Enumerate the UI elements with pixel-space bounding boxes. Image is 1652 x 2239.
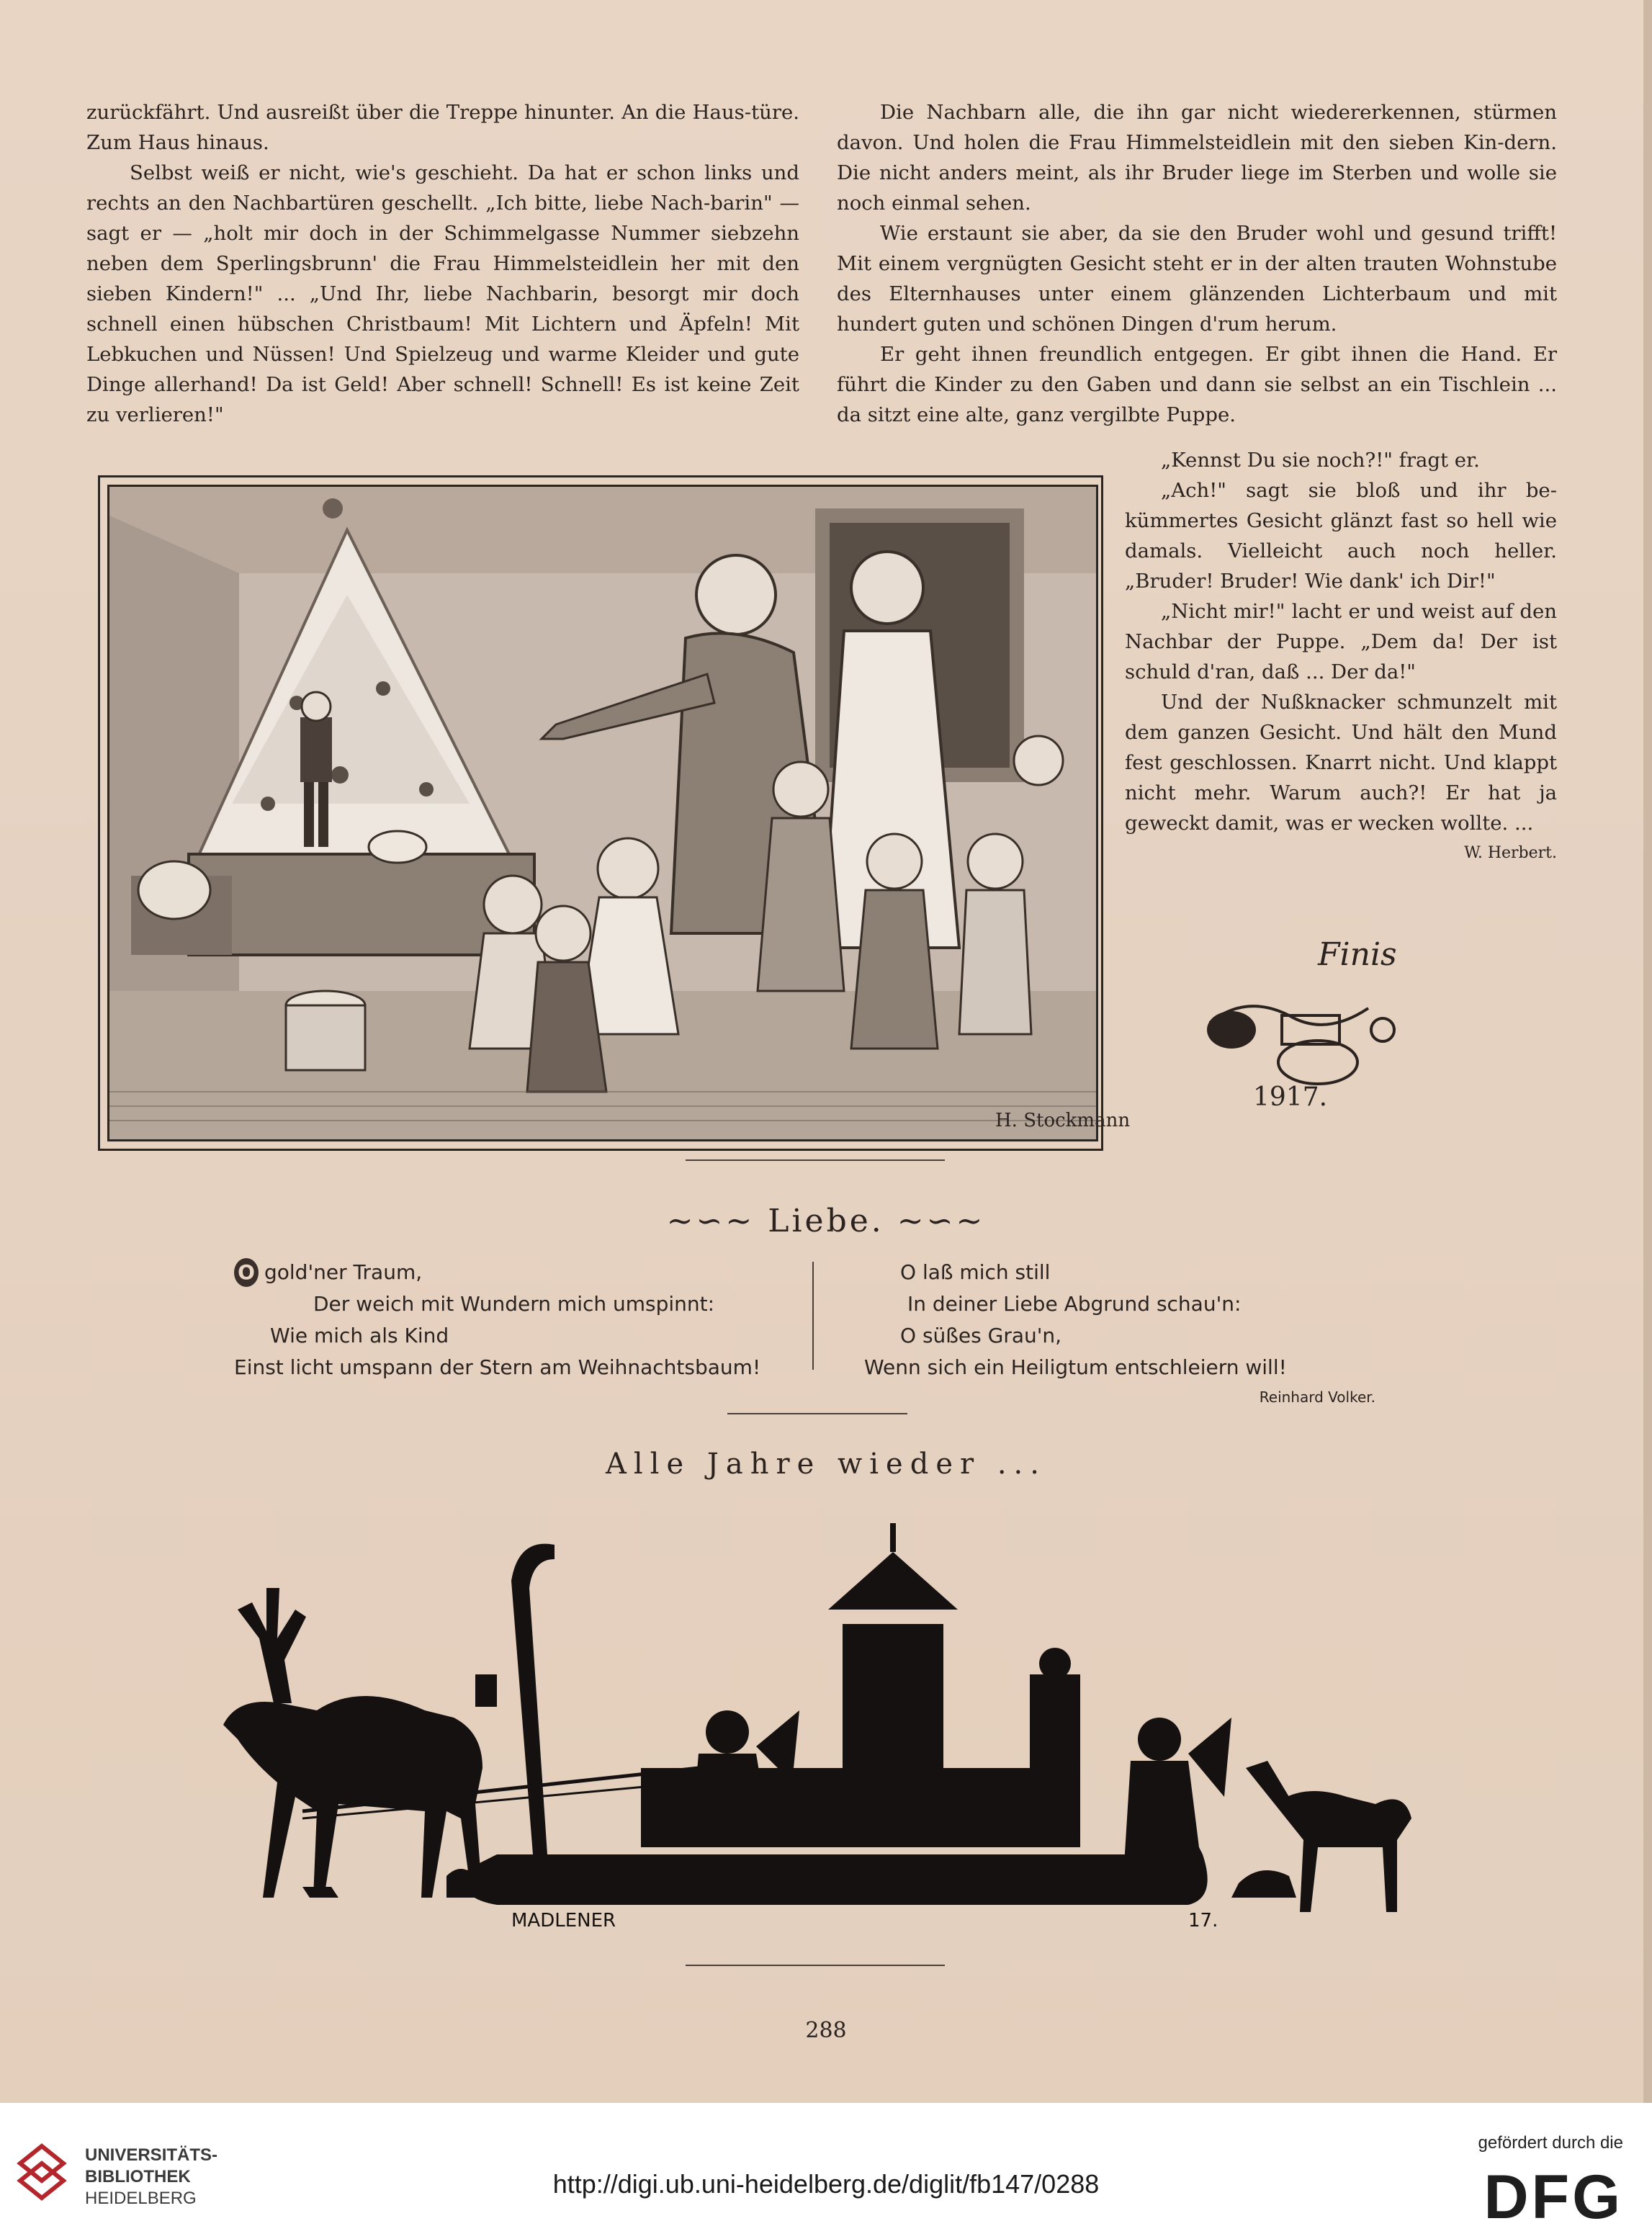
article-author: W. Herbert.	[1464, 844, 1557, 862]
page-edge	[1643, 0, 1652, 2103]
finis-year: 1917.	[1253, 1082, 1328, 1112]
poem-line: Einst licht umspann der Stern am Weihnachtsbaum!	[234, 1355, 761, 1379]
section-divider	[686, 1965, 945, 1966]
poem-title: ~∽~ Liebe. ~∽~	[666, 1203, 986, 1239]
sleigh-silhouette	[194, 1494, 1433, 1941]
illustration-image	[107, 485, 1131, 1141]
dropcap-initial: O	[234, 1258, 259, 1287]
article-paragraph: Wie erstaunt sie aber, da sie den Bruder wohl und gesund trifft! Mit einem vergnügten Gesicht steht er in der alten trauten Wohnstube des Elternhauses unter einem glänzenden Lichterbaum und mit hundert guten und schönen Dingen d'rum herum.	[837, 222, 1557, 336]
poem-line: O süßes Grau'n,	[900, 1324, 1062, 1347]
article-paragraph: Er geht ihnen freundlich entgegen. Er gibt ihnen die Hand. Er führt die Kinder zu den Gaben und dann sie selbst an ein Tischlein ... da sitzt eine alte, ganz vergilbte Puppe.	[837, 343, 1557, 426]
ornament-right: ~∽~	[884, 1203, 986, 1239]
poem-line: In deiner Liebe Abgrund schau'n:	[907, 1292, 1242, 1316]
poem-line: Wie mich als Kind	[270, 1324, 449, 1347]
digitization-footer	[0, 2103, 1652, 2239]
silhouette-artist: MADLENER	[511, 1910, 616, 1931]
library-name: UNIVERSITÄTS- BIBLIOTHEK HEIDELBERG	[85, 2145, 218, 2208]
article-paragraph: Selbst weiß er nicht, wie's geschieht. Da hat er schon links und rechts an den Nachbartüren geschellt. „Ich bitte, liebe Nach-barin" — sagt er — „holt mir doch in der Schimmelgasse Nummer siebzehn neben dem Sperlingsbrunn' die Frau Himmelsteidlein her mit den sieben Kindern!" ... „Und Ihr, liebe Nachbarin, besorgt mir doch schnell einen hübschen Christbaum! Mit Lichtern und Äpfeln! Mit Lebkuchen und Nüssen! Und Spielzeug und warme Kleider und gute Dinge allerhand! Da ist Geld! Aber schnell! Schnell! Es ist keine Zeit zu verlieren!"	[86, 161, 799, 426]
article-paragraph: „Kennst Du sie noch?!" fragt er.	[1161, 449, 1480, 472]
page-number: 288	[805, 2018, 847, 2043]
poem-right-stanza	[864, 1257, 1512, 1383]
digitization-url-link[interactable]: http://digi.ub.uni-heidelberg.de/diglit/fb147/0288	[552, 2169, 1100, 2199]
illustration-signature: H. Stockmann	[995, 1110, 1131, 1131]
section-divider	[686, 1159, 945, 1161]
article-paragraph: „Nicht mir!" lacht er und weist auf den Nachbar der Puppe. „Dem da! Der ist schuld d'ran, daß ... Der da!"	[1125, 600, 1557, 683]
silhouette-title: Alle Jahre wieder ...	[606, 1448, 1046, 1481]
christmas-illustration	[98, 475, 1131, 1151]
ornament-left: ~∽~	[666, 1203, 768, 1239]
article-paragraph: Die Nachbarn alle, die ihn gar nicht wiedererkennen, stürmen davon. Und holen die Frau Himmelsteidlein mit den sieben Kin-dern. Die nicht anders meint, als ihr Bruder liege im Sterben und wolle sie noch einmal sehen.	[837, 101, 1557, 215]
illustration-drawing	[109, 487, 1131, 1139]
article-left-column	[86, 97, 799, 430]
poem-line: O gold'ner Traum,	[234, 1257, 803, 1288]
silhouette-year: 17.	[1188, 1910, 1218, 1931]
poem-author: Reinhard Volker.	[1259, 1388, 1375, 1406]
dfg-logo: DFG	[1483, 2163, 1623, 2232]
poem-column-divider	[812, 1262, 814, 1370]
poem-line: Der weich mit Wundern mich umspinnt:	[313, 1292, 715, 1316]
poem-line: Wenn sich ein Heiligtum entschleiern will!	[864, 1355, 1287, 1379]
finis-text: Finis	[1318, 936, 1397, 973]
section-divider	[727, 1413, 907, 1414]
article-wrap-column	[1125, 445, 1557, 869]
poem-left-stanza	[234, 1257, 803, 1383]
article-paragraph: zurückfährt. Und ausreißt über die Treppe hinunter. An die Haus-türe. Zum Haus hinaus.	[86, 101, 799, 154]
finis-vignette	[1181, 915, 1440, 1116]
poem-line: O laß mich still	[900, 1260, 1051, 1284]
article-right-column	[837, 97, 1557, 430]
article-paragraph: „Ach!" sagt sie bloß und ihr be-kümmertes Gesicht glänzt fast so hell wie damals. Vielleicht auch noch heller. „Bruder! Bruder! Wie dank' ich Dir!"	[1125, 479, 1557, 593]
article-paragraph: Und der Nußknacker schmunzelt mit dem ganzen Gesicht. Und hält den Mund fest geschlossen. Knarrt nicht. Und klappt nicht mehr. Warum auch?! Er hat ja geweckt damit, was er wecken wollte. ...	[1125, 691, 1557, 835]
funding-label: gefördert durch die	[1478, 2133, 1623, 2153]
